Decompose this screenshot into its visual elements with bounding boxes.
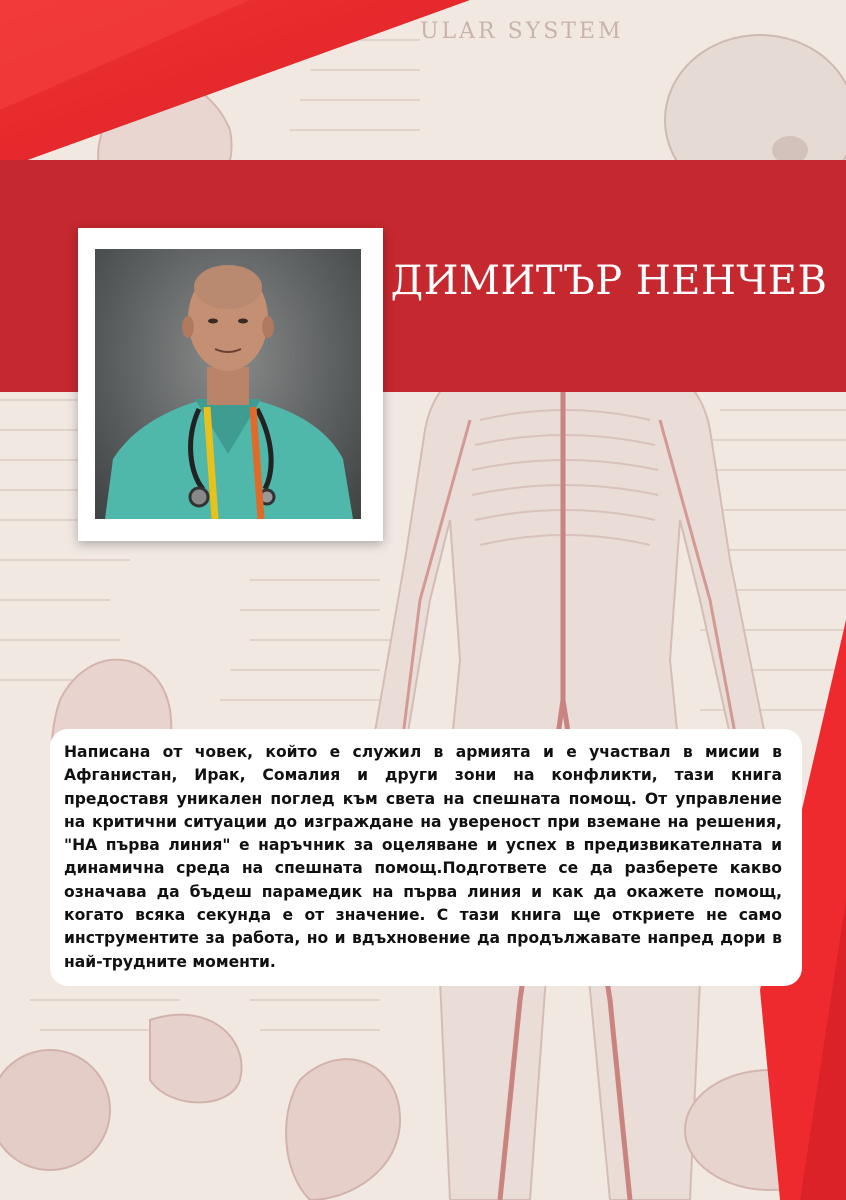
svg-text:ULAR SYSTEM: ULAR SYSTEM <box>420 19 624 44</box>
author-name: ДИМИТЪР НЕНЧЕВ <box>390 258 828 304</box>
author-photo <box>95 249 361 519</box>
description-text: Написана от човек, който е служил в армията и е участвал в мисии в Афганистан, Ирак, Сомалия и други зони на конфликти, тази книга предоставя уникален поглед към света на спешната помощ. От управление на критични ситуации до изграждане на увереност при вземане на решения, "НА първа линия" е наръчник за оцеляване и успех в предизвикателната и динамична среда на спешната помощ.Подгответе се да разберете какво означава да бъдеш парамедик на първа линия и как да окажете помощ, когато всяка секунда е от значение. С тази книга ще откриете не само инструментите за работа, но и вдъхновение да продължавате напред дори в най-трудните моменти. <box>64 743 782 971</box>
photo-frame <box>78 228 383 541</box>
description-box <box>50 729 802 986</box>
